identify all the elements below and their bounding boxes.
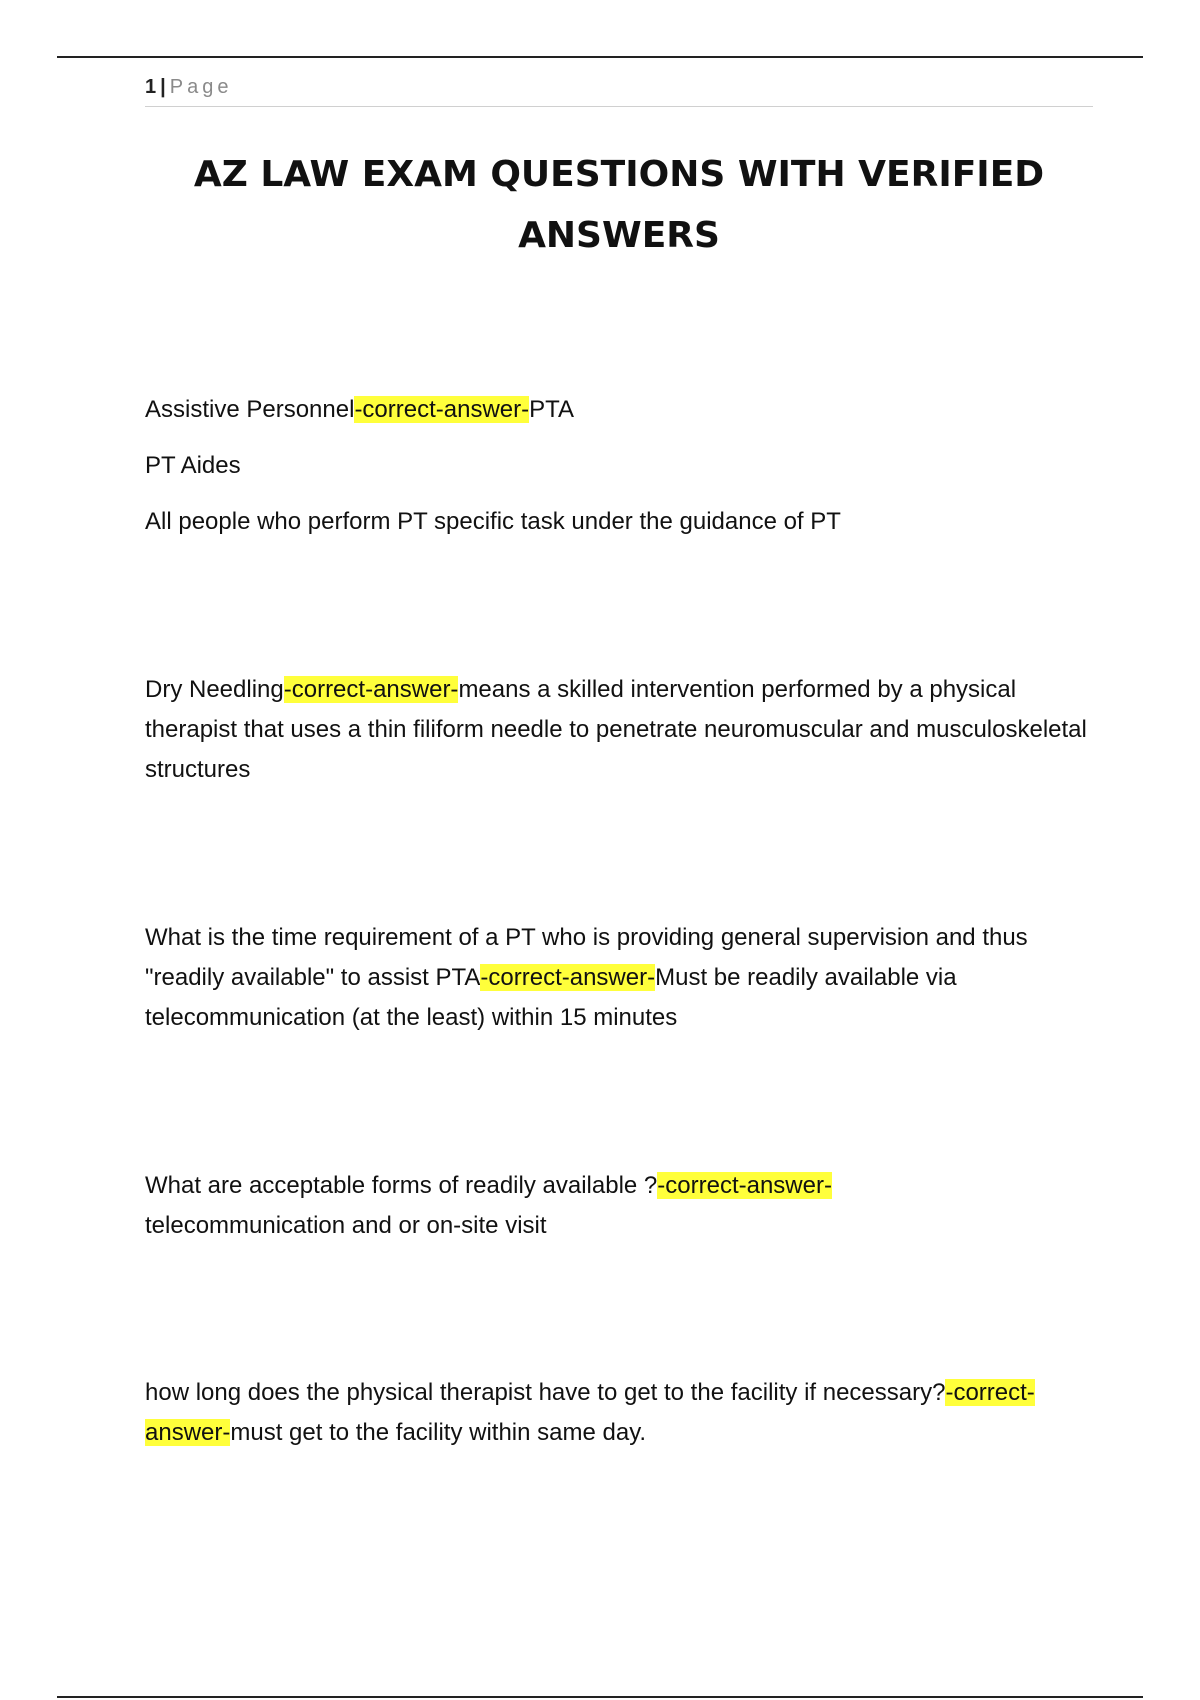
answer-marker: -correct-answer- [657,1172,832,1199]
qa-entry-2 [145,670,1095,790]
answer-text: PTA [529,396,575,423]
qa-entry-5 [145,1373,1095,1453]
question-text: Assistive Personnel [145,396,355,423]
answer-text: telecommunication and or on-site visit [145,1212,547,1239]
answer-marker: -correct-answer- [354,396,530,423]
answer-line-pt-aides: PT Aides [145,452,241,479]
answer-marker: -correct-answer- [283,676,459,703]
bottom-rule [57,1696,1143,1698]
question-text: What are acceptable forms of readily available ? [145,1172,658,1199]
answer-marker: -correct-answer- [480,964,656,991]
top-rule [57,56,1143,58]
page-number: 1 [145,76,157,98]
answer-line-all-people: All people who perform PT specific task under the guidance of PT [145,508,841,535]
qa-entry-3 [145,918,1095,1038]
answer-marker: -correct-answer- [145,1379,1035,1446]
answer-text: means a skilled intervention performed by a physical therapist that uses a thin filiform needle to penetrate neuromuscular and musculoskeletal structures [145,676,1087,783]
answer-text: Must be readily available via telecommunication (at the least) within 15 minutes [145,964,957,1031]
qa-entry-4 [145,1166,905,1246]
question-text: What is the time requirement of a PT who is providing general supervision and thus "readily available" to assist PTA [145,924,1028,991]
qa-entry-1-line-1 [145,390,1095,430]
answer-text: must get to the facility within same day. [230,1419,647,1446]
question-text: Dry Needling [145,676,284,703]
page-separator: | [160,76,166,98]
document-title: AZ LAW EXAM QUESTIONS WITH VERIFIED ANSWERS [193,154,1045,256]
qa-entry-1 [145,390,1095,542]
page-header [145,76,1093,107]
question-text: how long does the physical therapist have to get to the facility if necessary? [145,1379,946,1406]
page-label: Page [169,76,233,98]
